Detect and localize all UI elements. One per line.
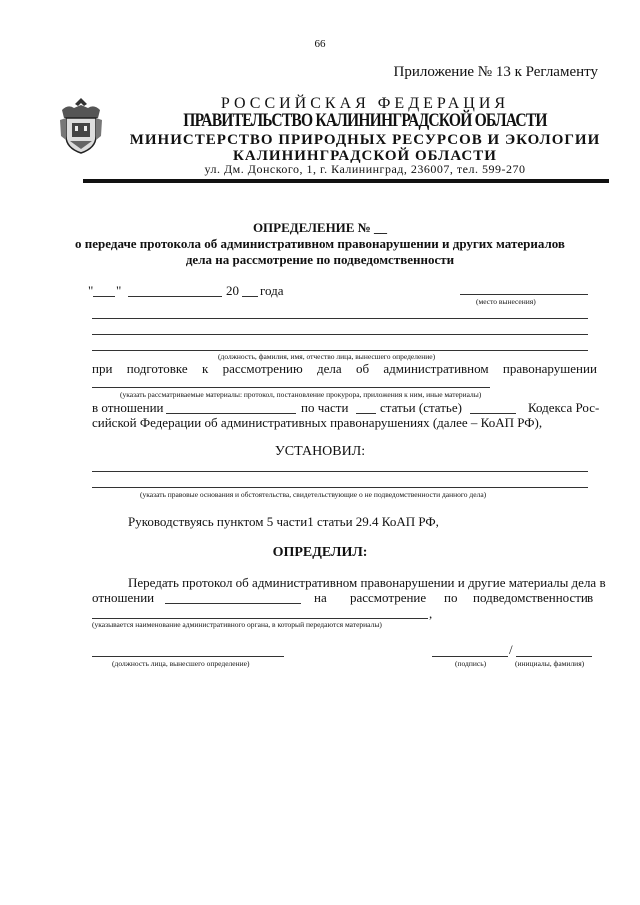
prep-word: подготовке — [126, 361, 188, 376]
established-caption: (указать правовые основания и обстоятельства, свидетельствующие о не подведомственности данного дела) — [140, 490, 487, 499]
prep-word: об — [355, 361, 370, 376]
prep-word: правонарушении — [502, 361, 597, 376]
header-government: ПРАВИТЕЛЬСТВО КАЛИНИНГРАДСКОЙ ОБЛАСТИ — [183, 110, 547, 131]
article-number-field[interactable] — [470, 413, 516, 414]
det-word: на — [314, 590, 327, 605]
signer-name-caption: (инициалы, фамилия) — [515, 659, 585, 668]
regarding-part-text: по части — [301, 400, 349, 415]
established-line-1[interactable] — [92, 471, 588, 472]
year-field[interactable] — [242, 296, 258, 297]
appendix-label: Приложение № 13 к Регламенту — [393, 64, 598, 80]
header-ministry-line1: МИНИСТЕРСТВО ПРИРОДНЫХ РЕСУРСОВ И ЭКОЛОГИИ — [129, 132, 601, 148]
prep-word: при — [92, 361, 113, 376]
det-word: рассмотрение — [350, 590, 427, 605]
det-word: в — [587, 590, 594, 605]
prep-word: дела — [317, 361, 342, 376]
header-address: ул. Дм. Донского, 1, г. Калининград, 236007, тел. 599-270 — [204, 162, 526, 176]
determined-line1: Передать протокол об административном правонарушении и другие материалы дела в — [128, 575, 606, 590]
official-line-3[interactable] — [92, 350, 588, 351]
preparation-line — [92, 361, 597, 377]
materials-field[interactable] — [92, 387, 490, 388]
header-divider — [83, 179, 609, 183]
prep-word: рассмотрению — [222, 361, 303, 376]
established-heading: УСТАНОВИЛ: — [274, 444, 366, 459]
official-line-2[interactable] — [92, 334, 588, 335]
document-subtitle-line2: дела на рассмотрение по подведомственности — [185, 252, 455, 267]
established-line-2[interactable] — [92, 487, 588, 488]
det-word: отношении — [92, 590, 155, 605]
regarding-line2: сийской Федерации об административных правонарушениях (далее – КоАП РФ), — [92, 415, 543, 430]
signer-position-caption: (должность лица, вынесшего определение) — [112, 659, 250, 668]
year-prefix: 20 — [226, 283, 239, 298]
regarding-code-text: Кодекса Рос- — [528, 400, 600, 415]
receiving-body-caption: (указывается наименование административного органа, в который передаются материалы) — [92, 620, 382, 629]
date-quote-close: " — [116, 283, 122, 298]
header-country: РОССИЙСКАЯ ФЕДЕРАЦИЯ — [220, 95, 510, 112]
signature-field[interactable] — [432, 656, 508, 657]
official-caption: (должность, фамилия, имя, отчество лица, вынесшего определение) — [218, 352, 436, 361]
receiving-body-field[interactable] — [92, 618, 428, 619]
part-number-field[interactable] — [356, 413, 376, 414]
place-caption: (место вынесения) — [476, 297, 536, 306]
year-suffix: года — [260, 283, 284, 298]
guided-text: Руководствуясь пунктом 5 части1 статьи 29.4 КоАП РФ, — [128, 514, 439, 529]
determined-person-field[interactable] — [165, 603, 301, 604]
regarding-article-text: статьи (статье) — [380, 400, 462, 415]
official-line-1[interactable] — [92, 318, 588, 319]
materials-caption: (указать рассматриваемые материалы: протокол, постановление прокурора, приложения к ним, иные материалы) — [120, 390, 482, 399]
regarding-person-field[interactable] — [166, 413, 296, 414]
page-number: 66 — [314, 38, 326, 50]
signature-slash: / — [509, 642, 513, 657]
det-word: по — [444, 590, 458, 605]
determined-line2 — [92, 590, 594, 608]
regarding-prefix: в отношении — [92, 400, 164, 415]
document-subtitle-line1: о передаче протокола об административном правонарушении и других материалов — [75, 236, 565, 251]
prep-word: административном — [383, 361, 489, 376]
day-field[interactable] — [93, 296, 115, 297]
signer-name-field[interactable] — [516, 656, 592, 657]
document-title: ОПРЕДЕЛЕНИЕ № __ — [252, 220, 388, 235]
receiving-body-comma: , — [429, 606, 433, 621]
place-field[interactable] — [460, 294, 588, 295]
det-word: подведомственности — [473, 590, 588, 605]
date-quote-open: " — [88, 283, 94, 298]
signer-position-field[interactable] — [92, 656, 284, 657]
determined-heading: ОПРЕДЕЛИЛ: — [272, 545, 368, 560]
coat-of-arms-icon — [58, 96, 104, 156]
header-ministry-line2: КАЛИНИНГРАДСКОЙ ОБЛАСТИ — [233, 148, 497, 164]
prep-word: к — [201, 361, 209, 376]
signature-caption: (подпись) — [455, 659, 487, 668]
month-field[interactable] — [128, 296, 222, 297]
